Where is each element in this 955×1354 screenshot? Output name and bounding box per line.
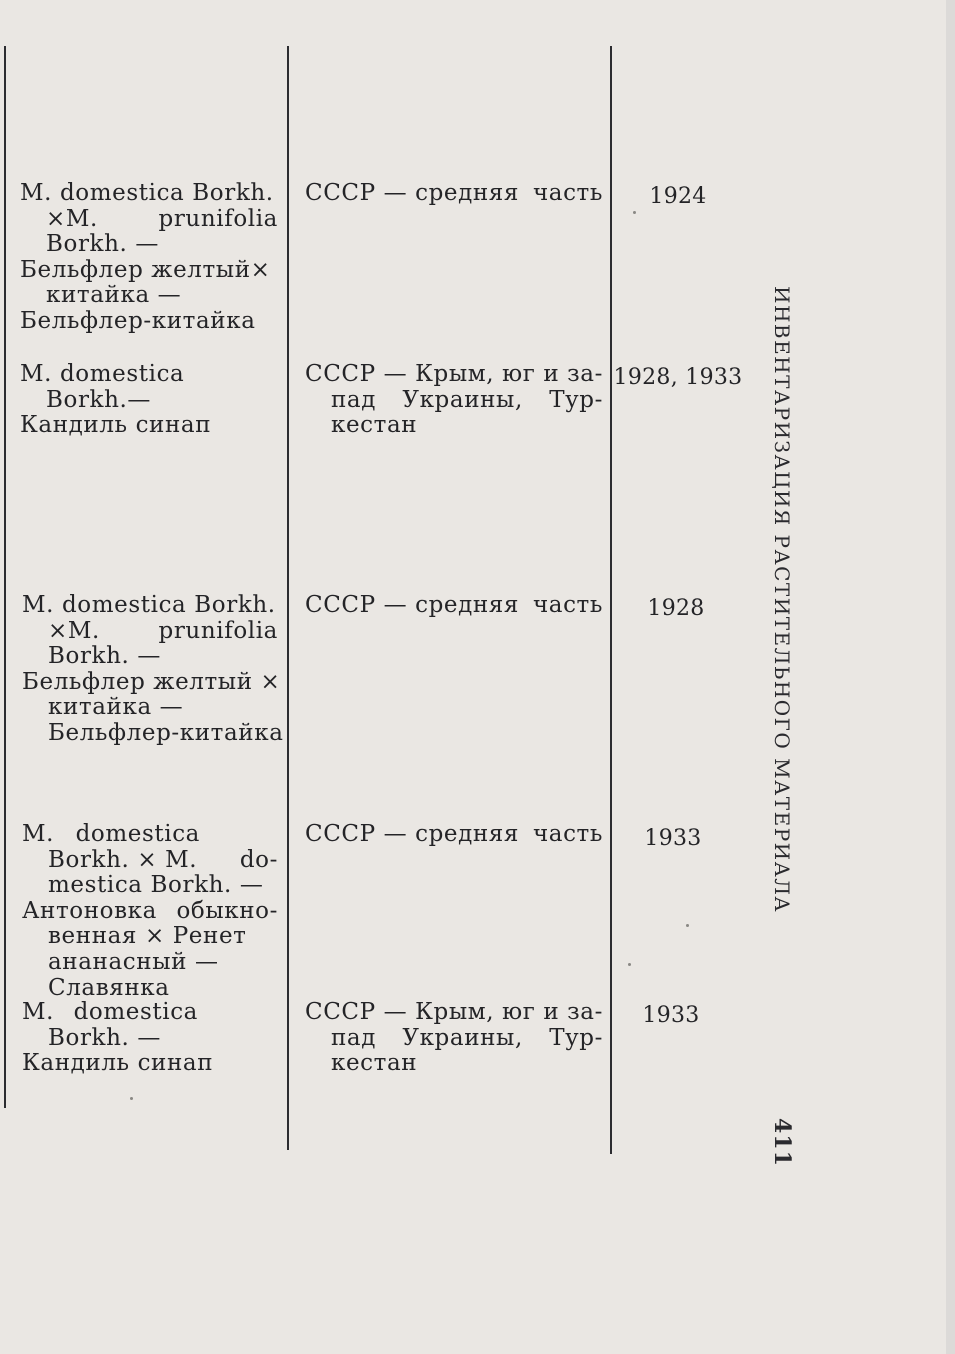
hybrid-word: ×M. (48, 617, 100, 644)
table-row-1-hybrid (20, 181, 278, 335)
hybrid-word: prunifolia (158, 205, 278, 232)
hybrid-line (22, 848, 278, 874)
hybrid-line: Бельфлер-китайка (48, 719, 284, 746)
hybrid-line: Borkh. — (48, 643, 161, 670)
region-word: часть (532, 592, 603, 618)
table-row-5-hybrid (22, 1000, 278, 1077)
hybrid-line (22, 822, 200, 848)
hybrid-line: M. domestica (20, 361, 185, 387)
region-line (305, 822, 603, 848)
print-speck (628, 963, 631, 966)
region-line (305, 181, 603, 207)
region-word: СССР — Крым, (305, 999, 495, 1025)
table-row-3-region (305, 593, 603, 619)
region-word: СССР — средняя (305, 180, 520, 206)
hybrid-line: Славянка (48, 974, 170, 1001)
hybrid-line: Borkh.— (46, 386, 152, 413)
table-row-5-year: 1933 (642, 1003, 700, 1028)
hybrid-line (20, 207, 278, 233)
table-row-1-region (305, 181, 603, 207)
region-line (305, 1000, 603, 1026)
hybrid-line: китайка — (46, 282, 182, 309)
region-line: кестан (331, 412, 418, 439)
print-speck (686, 924, 689, 927)
table-row-5-region (305, 1000, 603, 1077)
region-line (305, 388, 603, 414)
hybrid-line: Бельфлер-китайка (20, 307, 256, 334)
hybrid-line: Borkh. — (48, 1024, 161, 1051)
hybrid-word: do- (239, 846, 278, 873)
page-number: 411 (769, 1118, 795, 1167)
region-word: Тур- (549, 386, 603, 413)
table-row-3-year: 1928 (647, 596, 705, 621)
hybrid-word: M. (22, 821, 55, 847)
hybrid-word: ×M. (46, 205, 98, 232)
table-row-1-year: 1924 (649, 184, 707, 209)
hybrid-word: обыкно- (176, 897, 278, 924)
hybrid-line: Кандиль синап (20, 412, 212, 439)
table-row-2-hybrid (20, 362, 278, 439)
hybrid-line (22, 1000, 198, 1026)
hybrid-line (22, 619, 278, 645)
table-row-2-region (305, 362, 603, 439)
hybrid-word: Антоновка (22, 897, 157, 924)
table-row-3-hybrid (22, 592, 284, 747)
region-line (305, 1026, 603, 1052)
hybrid-line: Бельфлер желтый × (22, 668, 281, 695)
region-word: часть (532, 180, 603, 206)
running-title: ИНВЕНТАРИЗАЦИЯ РАСТИТЕЛЬНОГО МАТЕРИАЛА (770, 286, 794, 914)
region-line: кестан (331, 1050, 418, 1077)
hybrid-word: prunifolia (158, 617, 278, 644)
table-row-2-year: 1928, 1933 (613, 365, 743, 390)
print-speck (130, 1097, 133, 1100)
region-word: СССР — средняя (305, 821, 520, 847)
hybrid-line: ананасный — (48, 948, 219, 975)
hybrid-line: Кандиль синап (22, 1050, 214, 1077)
hybrid-line: M. domestica Borkh. (22, 592, 276, 618)
region-word: СССР — Крым, (305, 361, 495, 387)
column-rule-left (4, 46, 6, 1108)
hybrid-line (22, 899, 278, 925)
hybrid-word: domestica (73, 999, 198, 1025)
hybrid-line: M. domestica Borkh. (20, 180, 274, 206)
region-word: СССР — средняя (305, 592, 520, 618)
table-row-4-region (305, 822, 603, 848)
table-row-4-year: 1933 (644, 826, 702, 851)
hybrid-line: Бельфлер желтый× (20, 256, 271, 283)
page-edge (946, 0, 955, 1354)
region-line (305, 362, 603, 388)
region-word: Украины, (402, 386, 523, 413)
print-speck (633, 211, 636, 214)
hybrid-line: Borkh. — (46, 231, 159, 258)
region-word: Тур- (549, 1024, 603, 1051)
hybrid-word: M. (22, 999, 55, 1025)
region-word: Украины, (402, 1024, 523, 1051)
hybrid-line: венная × Ренет (48, 923, 247, 950)
hybrid-line: mestica Borkh. — (48, 872, 264, 899)
region-line (305, 593, 603, 619)
region-word: часть (532, 821, 603, 847)
region-word: юг и за- (502, 999, 603, 1025)
hybrid-line: китайка — (48, 694, 184, 721)
hybrid-word: Borkh. × M. (48, 846, 198, 873)
table-row-4-hybrid (22, 822, 278, 1001)
region-word: юг и за- (502, 361, 603, 387)
column-rule-middle (287, 46, 289, 1150)
region-word: пад (331, 386, 377, 413)
hybrid-word: domestica (75, 821, 200, 847)
region-word: пад (331, 1024, 377, 1051)
